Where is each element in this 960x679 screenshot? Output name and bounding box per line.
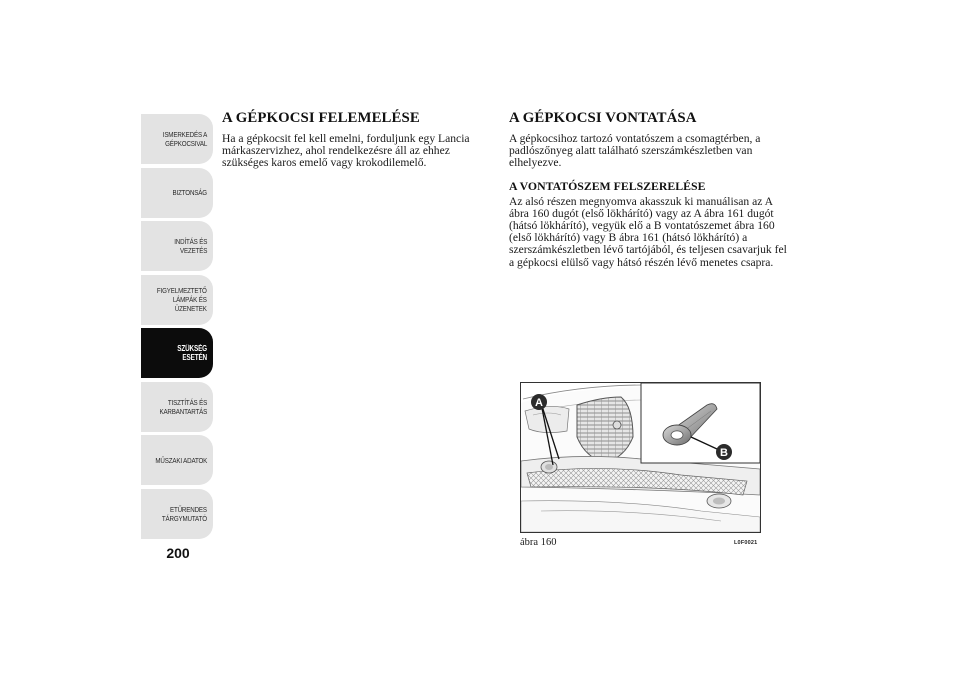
tab-label: TISZTÍTÁS ÉS KARBANTARTÁS	[159, 397, 207, 416]
callout-a-icon	[531, 394, 547, 410]
tab-label: FIGYELMEZTETŐ LÁMPÁK ÉS ÜZENETEK	[157, 286, 207, 313]
lifting-heading: A GÉPKOCSI FELEMELÉSE	[222, 110, 420, 126]
tab-label: ISMERKEDÉS A GÉPKOCSIVAL	[162, 130, 207, 148]
section-towing	[509, 110, 789, 269]
chapter-tabs	[141, 114, 213, 542]
tow-eye-subheading: A VONTATÓSZEM FELSZERELÉSE	[509, 178, 706, 193]
callout-b-label: B	[720, 447, 728, 459]
tab-inditas[interactable]	[141, 221, 213, 271]
tab-label: INDÍTÁS ÉS VEZETÉS	[174, 237, 207, 255]
lifting-paragraph: Ha a gépkocsit fel kell emelni, forduljunk egy Lancia márkaszervizhez, ahol rendelkezésre áll az ehhez szükséges karos emelő vagy krokodilemelő.	[222, 132, 470, 170]
tab-label: BIZTONSÁG	[172, 188, 207, 197]
tab-szukseg-eseten[interactable]	[141, 328, 213, 378]
tab-label: MŰSZAKI ADATOK	[155, 455, 207, 465]
towing-paragraph: A gépkocsihoz tartozó vontatószem a csomagtérben, a padlószőnyeg alatt található szerszámkészletben van elhelyezve.	[509, 132, 761, 170]
figure-tow-eye	[520, 382, 761, 533]
callout-a-label: A	[535, 397, 543, 409]
tab-targymutato[interactable]	[141, 489, 213, 539]
tab-label: SZÜKSÉG ESETÉN	[177, 344, 207, 362]
page-number: 200	[166, 545, 190, 561]
tab-tisztitas[interactable]	[141, 382, 213, 432]
callout-b-icon	[716, 444, 732, 460]
tab-muszaki-adatok[interactable]	[141, 435, 213, 485]
tab-ismerkedes[interactable]	[141, 114, 213, 164]
section-lifting	[222, 110, 490, 170]
tab-biztonsag[interactable]	[141, 168, 213, 218]
tow-eye-paragraph: Az alsó részen megnyomva akasszuk ki manuálisan az A ábra 160 dugót (első lökhárító) vagy az A ábra 161 dugót (hátsó lökhárító), vegyük elő a B vontatószemet ábra 160 (első lökhárító) vagy B ábra 161 (hátsó lökhárító) a szerszámkészletben lévő tartójából, és teljesen csavarjuk fel a gépkocsi elülső vagy hátsó részén lévő menetes csapra.	[509, 194, 787, 269]
tab-figyelmezteto[interactable]	[141, 275, 213, 325]
tab-label: ETŰRENDES TÁRGYMUTATÓ	[161, 504, 207, 523]
figure-code: L0F0021	[734, 540, 758, 546]
car-front-illustration	[521, 383, 760, 532]
figure-caption: ábra 160	[520, 537, 557, 548]
towing-heading: A GÉPKOCSI VONTATÁSA	[509, 110, 697, 126]
